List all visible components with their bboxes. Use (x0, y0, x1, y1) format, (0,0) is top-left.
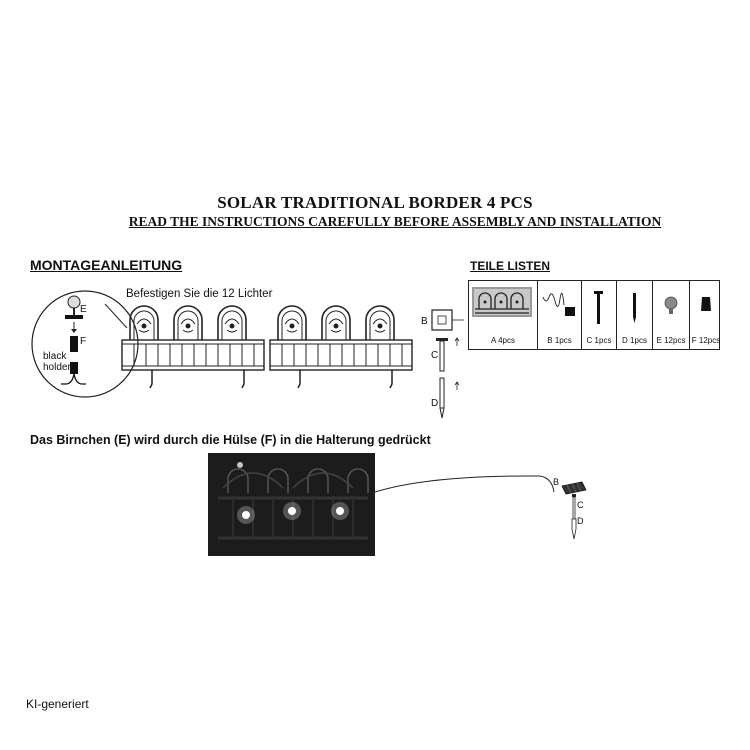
part-label: B 1pcs (547, 336, 572, 345)
part-cell-a (469, 281, 538, 349)
part-cell-f (690, 281, 722, 349)
parts-heading: TEILE LISTEN (470, 259, 551, 273)
ai-generated-watermark: KI-generiert (26, 697, 89, 711)
stake-label-d: D (431, 398, 439, 409)
assembly-heading: MONTAGEANLEITUNG (30, 257, 183, 273)
cable-drawing (370, 470, 570, 530)
part-cell-e (653, 281, 690, 349)
assembly-note: Das Birnchen (E) wird durch die Hülse (F) in die Halterung gedrückt (30, 433, 431, 447)
inset-label-e: E (80, 304, 87, 315)
lit-fence-photo (208, 453, 375, 556)
part-cell-d (617, 281, 653, 349)
bulb-icon (653, 281, 689, 331)
photo-label-d: D (577, 516, 584, 526)
stake-label-c: C (431, 350, 439, 361)
solar-light-stake (556, 480, 596, 550)
part-label: C 1pcs (586, 336, 612, 345)
part-cell-b (538, 281, 582, 349)
pole-icon (582, 281, 616, 331)
ground-spike-icon (617, 281, 652, 331)
document-title: SOLAR TRADITIONAL BORDER 4 PCS (217, 193, 533, 212)
solar-panel-cable-icon (538, 281, 581, 331)
photo-label-c: C (577, 500, 584, 510)
fence-caption: Befestigen Sie die 12 Lichter (126, 288, 273, 300)
inset-label-f: F (80, 336, 87, 347)
part-label: F 12pcs (691, 336, 721, 345)
lit-fence-image (208, 453, 375, 556)
sleeve-icon (690, 281, 722, 331)
part-label: A 4pcs (490, 336, 515, 345)
parts-table (468, 280, 720, 350)
part-label: E 12pcs (656, 336, 686, 345)
document-subtitle: READ THE INSTRUCTIONS CAREFULLY BEFORE ASSEMBLY AND INSTALLATION (128, 214, 662, 229)
inset-label-holder: black holder (43, 351, 71, 373)
part-label: D 1pcs (622, 336, 647, 345)
photo-label-b: B (553, 477, 560, 487)
part-cell-c (582, 281, 617, 349)
fence-panel-icon (469, 281, 537, 331)
fence-drawing (118, 300, 428, 390)
stake-label-b: B (421, 316, 428, 327)
